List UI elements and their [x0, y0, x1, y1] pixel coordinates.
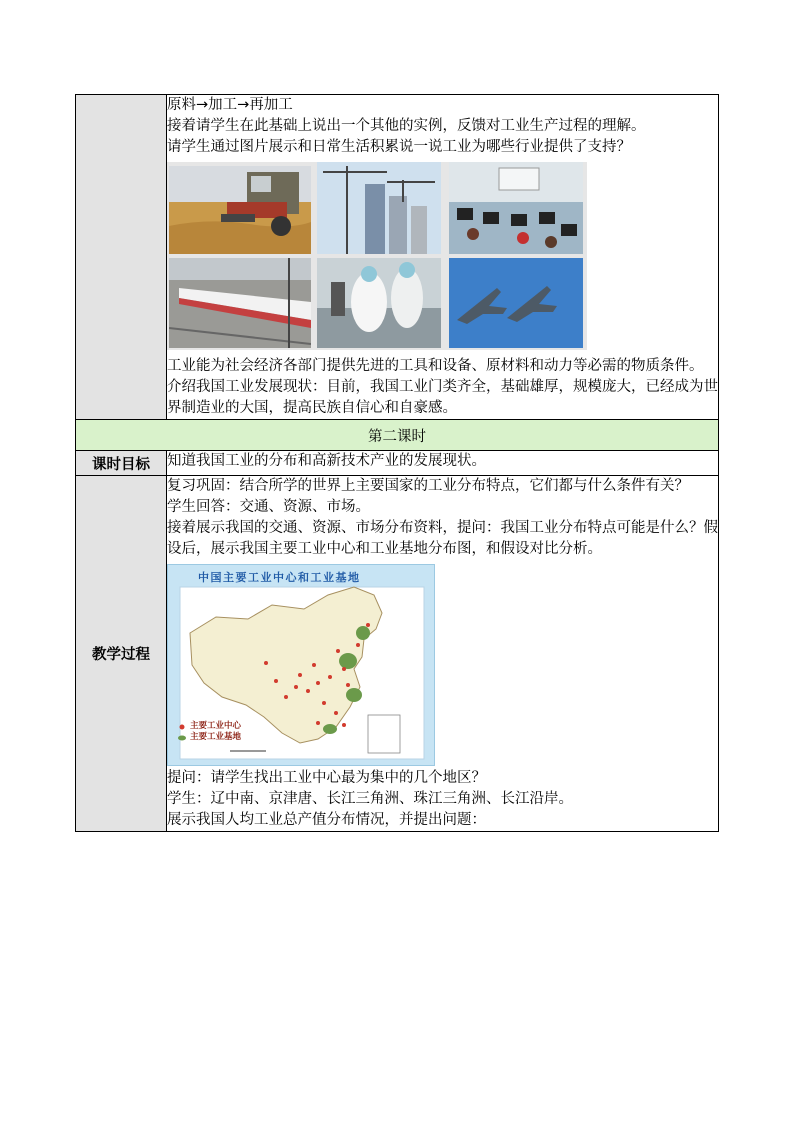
example-instruction: 接着请学生在此基础上说出一个其他的实例，反馈对工业生产过程的理解。: [167, 118, 646, 134]
process-chain-text: 原料→加工→再加工: [167, 97, 293, 113]
review-question: 复习巩固：结合所学的世界上主要国家的工业分布特点，它们都与什么条件有关？: [167, 478, 689, 494]
map-title: 中国主要工业中心和工业基地: [198, 571, 361, 584]
industry-role-paragraph: 工业能为社会经济各部门提供先进的工具和设备、原材料和动力等必需的物质条件。: [167, 358, 704, 374]
empty-label-cell: [76, 95, 167, 420]
student-answer: 学生回答：交通、资源、市场。: [167, 499, 370, 515]
table-row: [76, 420, 719, 451]
table-row: [76, 476, 719, 832]
support-question: 请学生通过图片展示和日常生活积累说一说工业为哪些行业提供了支持？: [167, 139, 631, 155]
objective-text: 知道我国工业的分布和高新技术产业的发展现状。: [167, 451, 719, 476]
china-industry-map: [167, 564, 435, 766]
fighter-jets-photo: [449, 258, 583, 348]
legend-industrial-base: 主要工业基地: [190, 732, 242, 742]
computer-lab-photo: [449, 162, 583, 254]
industry-status-paragraph: 介绍我国工业发展现状：目前，我国工业门类齐全，基础雄厚，规模庞大，已经成为世界制造业的大国，提高民族自信心和自豪感。: [167, 379, 718, 416]
legend-industrial-center: 主要工业中心: [190, 721, 242, 731]
process-label: 教学过程: [76, 476, 167, 832]
objective-label: 课时目标: [76, 451, 167, 476]
table-row: [76, 95, 719, 420]
table-row: [76, 451, 719, 476]
lesson-plan-table: [75, 94, 719, 832]
harvester-photo: [169, 166, 311, 254]
laboratory-photo: [317, 258, 441, 348]
construction-photo: [317, 162, 441, 254]
per-capita-introduction: 展示我国人均工业总产值分布情况，并提出问题：: [167, 812, 486, 828]
map-introduction: 接着展示我国的交通、资源、市场分布资料，提问：我国工业分布特点可能是什么？假设后，展示我国主要工业中心和工业基地分布图，和假设对比分析。: [167, 520, 718, 557]
process-content-cell: [167, 476, 719, 832]
center-answer: 学生：辽中南、京津唐、长江三角洲、珠江三角洲、长江沿岸。: [167, 791, 573, 807]
session-header: 第二课时: [76, 420, 719, 451]
content-cell: [167, 95, 719, 420]
train-photo: [169, 258, 311, 348]
center-question: 提问：请学生找出工业中心最为集中的几个地区？: [167, 770, 486, 786]
industry-photo-collage: [167, 162, 587, 350]
